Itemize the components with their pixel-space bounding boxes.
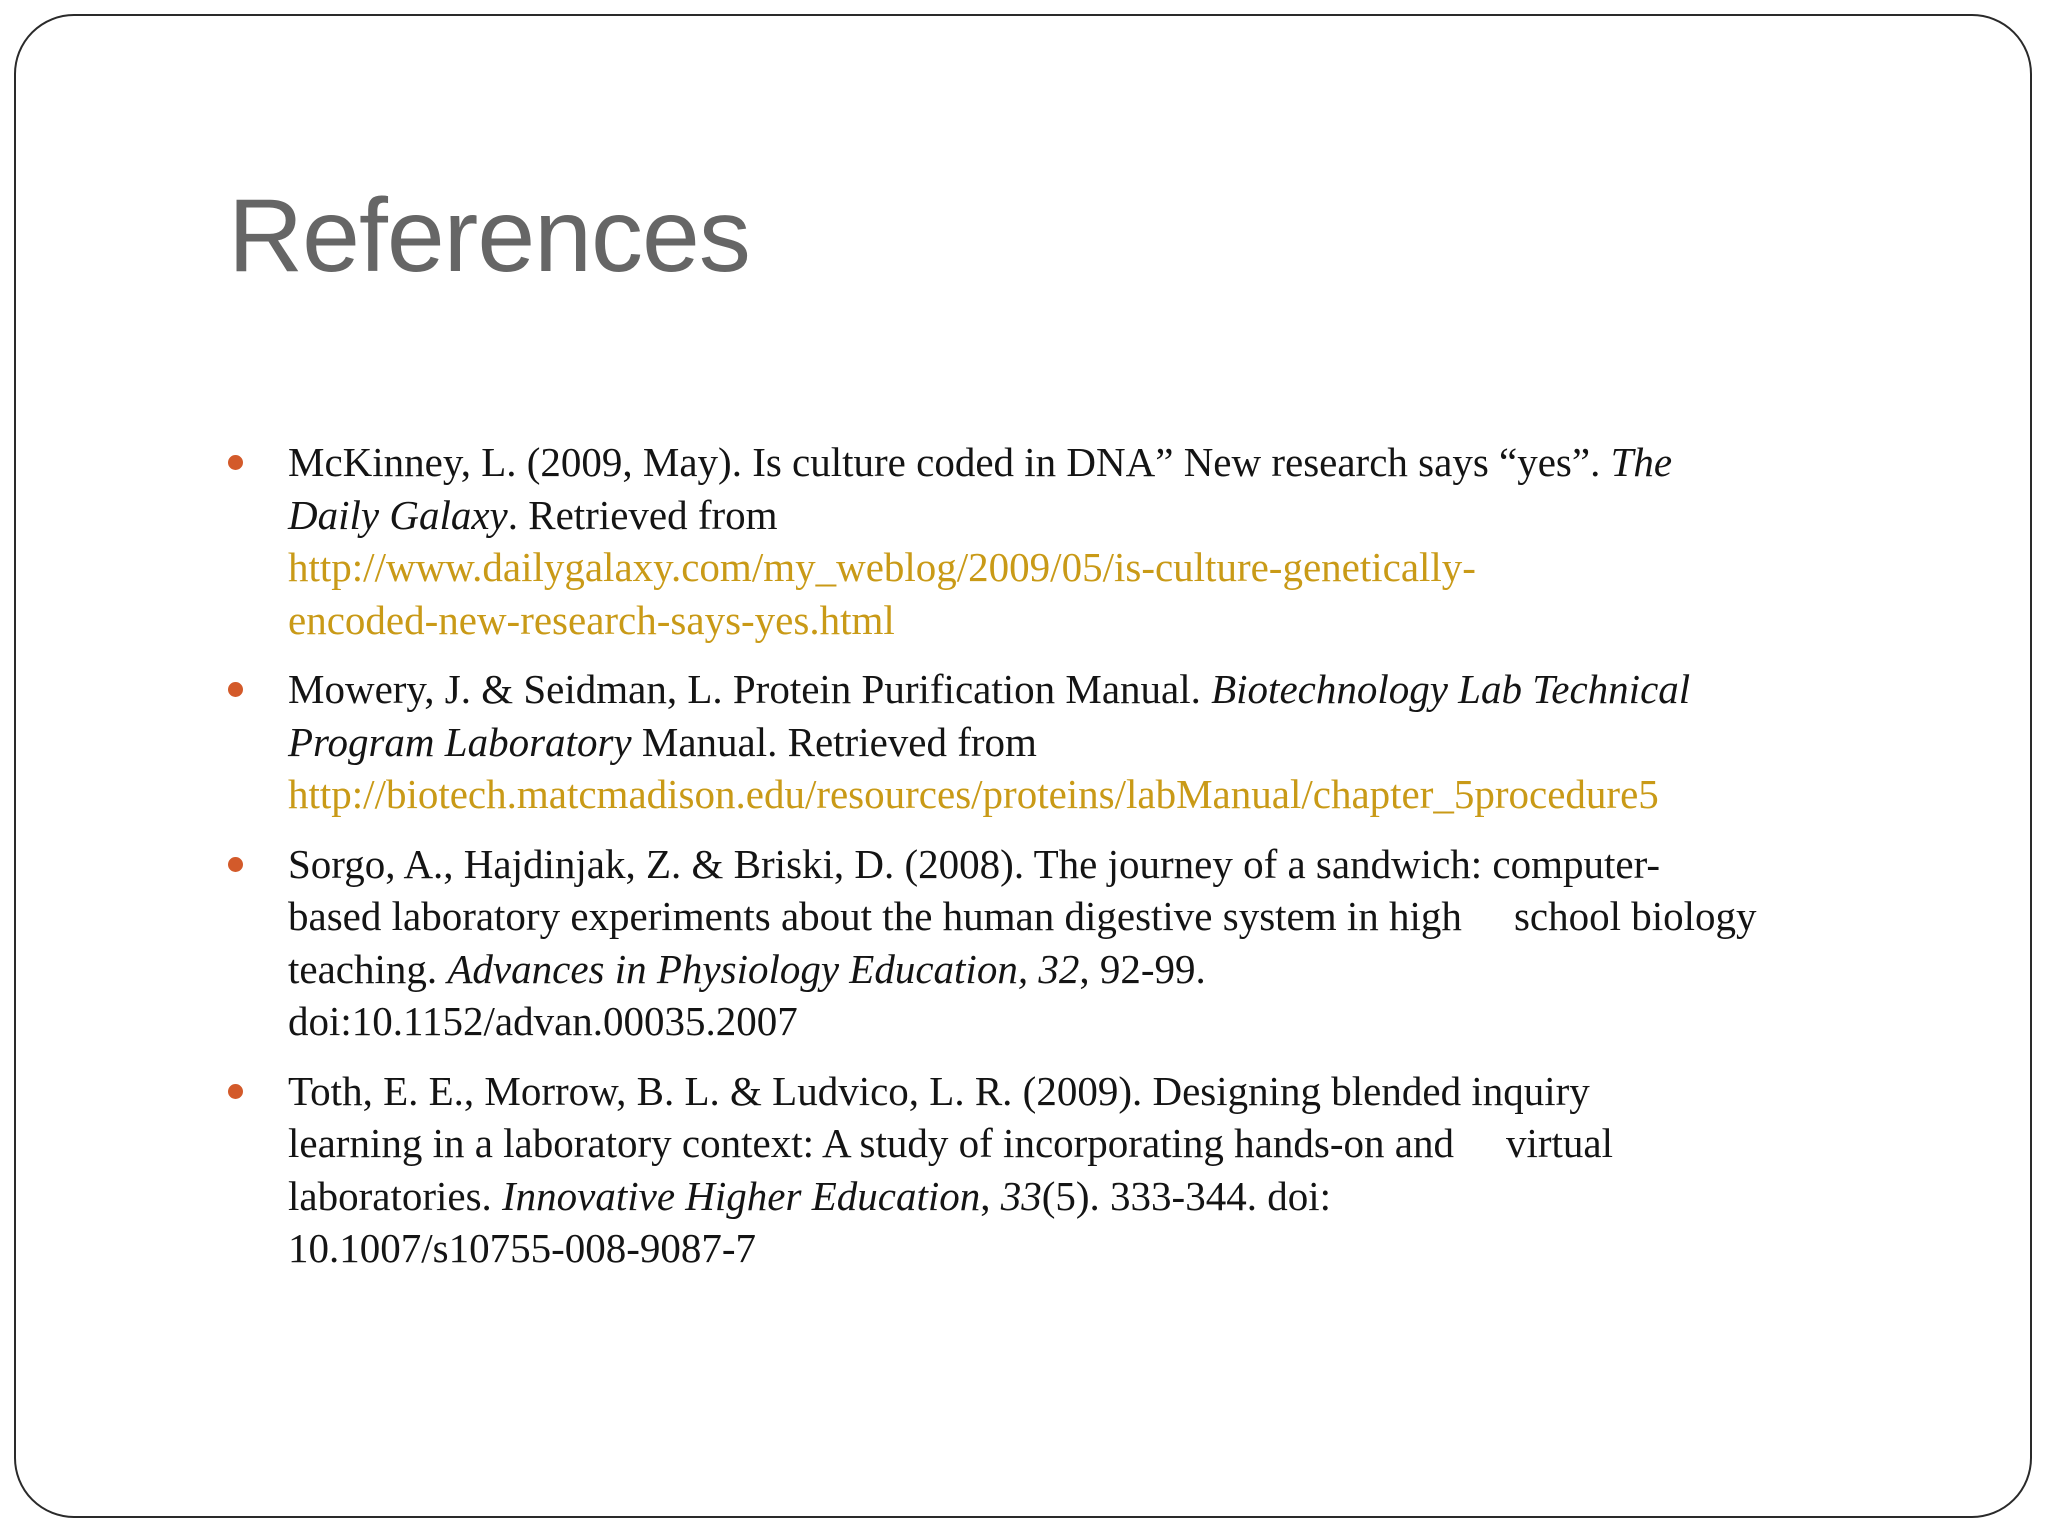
reference-text: school biology <box>1513 893 1757 939</box>
reference-link[interactable]: http://biotech.matcmadison.edu/resources/proteins/labManual/chapter_5procedure5 <box>288 771 1659 817</box>
reference-text: learning in a laboratory context: A study of incorporating hands-on and <box>288 1120 1454 1166</box>
reference-doi: doi:10.1152/advan.00035.2007 <box>288 998 798 1044</box>
reference-doi: 10.1007/s10755-008-9087-7 <box>288 1225 757 1271</box>
reference-text: , 92-99. <box>1079 945 1206 992</box>
reference-line <box>288 716 1988 769</box>
reference-line <box>288 890 1988 943</box>
slide <box>14 14 2032 1518</box>
reference-line <box>288 663 1988 716</box>
bullet-icon <box>228 857 243 872</box>
reference-link[interactable]: encoded-new-research-says-yes.html <box>288 596 895 643</box>
reference-item-sorgo <box>228 838 1988 1048</box>
reference-text: (5). 333-344. doi: <box>1041 1172 1331 1219</box>
reference-line <box>288 489 1988 542</box>
reference-text: Manual. Retrieved from <box>631 718 1037 765</box>
bullet-icon <box>228 455 243 470</box>
reference-text: virtual <box>1505 1120 1613 1166</box>
reference-item-mckinney <box>228 436 1988 646</box>
reference-italic-text: Program Laboratory <box>288 718 632 765</box>
reference-text: , <box>980 1172 1001 1219</box>
bullet-icon <box>228 682 243 697</box>
reference-line: Sorgo, A., Hajdinjak, Z. & Briski, D. (2008). The journey of a sandwich: computer- <box>288 840 1661 887</box>
reference-italic-text: Innovative Higher Education <box>502 1172 981 1219</box>
reference-line <box>288 1117 1988 1170</box>
reference-text: McKinney, L. (2009, May). Is culture coded in DNA” New research says “yes”. <box>288 439 1611 485</box>
reference-line <box>288 1170 1988 1223</box>
reference-line <box>288 943 1988 996</box>
reference-item-toth <box>228 1065 1988 1275</box>
reference-text: teaching. <box>288 945 448 992</box>
reference-item-mowery <box>228 663 1988 821</box>
slide-title: References <box>228 178 750 294</box>
reference-italic-text: The <box>1610 439 1673 485</box>
reference-line <box>288 436 1988 489</box>
reference-italic-text: Advances in Physiology Education, 32 <box>447 945 1080 992</box>
reference-text: . Retrieved from <box>507 491 778 538</box>
reference-text: based laboratory experiments about the human digestive system in high <box>288 893 1462 939</box>
reference-text: laboratories. <box>288 1172 503 1219</box>
reference-line: Toth, E. E., Morrow, B. L. & Ludvico, L. R. (2009). Designing blended inquiry <box>288 1067 1590 1114</box>
references-list <box>228 436 1988 1292</box>
reference-text: Mowery, J. & Seidman, L. Protein Purification Manual. <box>288 666 1212 712</box>
reference-italic-text: Biotechnology Lab Technical <box>1211 666 1691 712</box>
reference-link[interactable]: http://www.dailygalaxy.com/my_weblog/2009/05/is-culture-genetically- <box>288 544 1476 590</box>
reference-italic-text: Daily Galaxy <box>288 491 508 538</box>
reference-italic-text: 33 <box>1000 1172 1042 1219</box>
bullet-icon <box>228 1084 243 1099</box>
